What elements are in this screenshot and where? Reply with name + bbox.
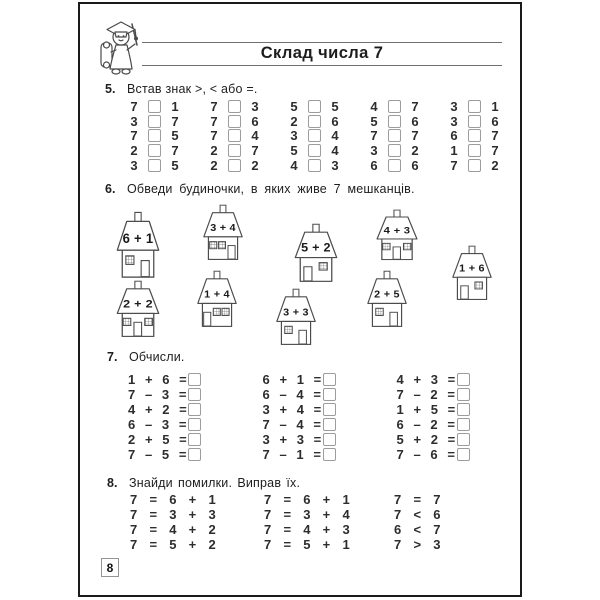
comparison-grid [127, 99, 527, 173]
equation-text: 6 < 7 [394, 522, 441, 537]
left-operand: 1 [450, 143, 458, 159]
house-icon [271, 288, 321, 346]
house-expression: 5 + 2 [301, 240, 331, 255]
answer-box[interactable] [388, 115, 401, 128]
calc-problem [128, 402, 201, 417]
equation-row [130, 492, 216, 507]
right-operand: 5 [171, 128, 179, 144]
house-expression: 2 + 5 [374, 288, 400, 301]
calc-problem [263, 447, 336, 462]
house-2[interactable] [198, 204, 248, 261]
calc-expression: 7 – 3 = [128, 387, 187, 402]
equation-text: 7 = 6 + 1 [264, 492, 351, 507]
left-operand: 6 [450, 128, 458, 144]
right-operand: 2 [491, 157, 499, 173]
task-5-prompt: Встав знак >, < або =. [127, 82, 258, 96]
house-expression: 4 + 3 [383, 226, 411, 237]
calc-problem [263, 387, 336, 402]
house-window [383, 243, 390, 250]
house-door [390, 312, 398, 326]
answer-box[interactable] [228, 129, 241, 142]
calc-problem [397, 432, 470, 447]
equation-row [394, 522, 441, 537]
house-icon [371, 209, 423, 261]
task-6-header [105, 182, 415, 196]
answer-box[interactable] [468, 159, 481, 172]
comparison-problem [207, 129, 287, 144]
right-operand: 5 [171, 157, 179, 173]
right-operand: 7 [171, 113, 179, 129]
answer-box[interactable] [188, 403, 201, 416]
house-window [404, 243, 411, 250]
calc-column [128, 372, 201, 462]
comparison-problem [367, 99, 447, 114]
left-operand: 3 [290, 128, 298, 144]
left-operand: 5 [290, 143, 298, 159]
calc-problem [128, 432, 201, 447]
task-6-prompt: Обведи будиночки, в яких живе 7 мешканців. [127, 182, 415, 196]
answer-box[interactable] [148, 115, 161, 128]
right-operand: 2 [251, 157, 259, 173]
right-operand: 3 [331, 157, 339, 173]
house-icon [198, 204, 248, 261]
house-icon [447, 245, 497, 301]
left-operand: 6 [370, 157, 378, 173]
house-window [475, 282, 483, 289]
task-7-number: 7. [107, 350, 118, 364]
comparison-problem [447, 114, 527, 129]
house-icon [111, 280, 165, 338]
house-expression: 2 + 2 [123, 297, 153, 311]
answer-box[interactable] [148, 129, 161, 142]
answer-box[interactable] [148, 144, 161, 157]
calc-expression: 7 – 2 = [396, 387, 456, 402]
equation-text: 7 > 3 [394, 537, 441, 552]
calc-problem [128, 387, 201, 402]
equation-row [394, 507, 441, 522]
house-window [126, 256, 134, 265]
equation-text: 7 < 6 [394, 507, 441, 522]
answer-box[interactable] [388, 144, 401, 157]
left-operand: 3 [450, 113, 458, 129]
house-icon [111, 211, 165, 279]
right-operand: 2 [411, 143, 419, 159]
house-door [304, 267, 312, 281]
calc-column [397, 372, 470, 462]
answer-box[interactable] [228, 159, 241, 172]
calc-expression: 7 – 4 = [262, 417, 322, 432]
calc-problem [263, 402, 336, 417]
answer-box[interactable] [457, 373, 470, 386]
right-operand: 7 [411, 98, 419, 114]
calc-expression: 2 + 5 = [128, 432, 188, 447]
comparison-problem [127, 114, 207, 129]
left-operand: 2 [210, 157, 218, 173]
answer-box[interactable] [188, 433, 201, 446]
answer-box[interactable] [468, 115, 481, 128]
left-operand: 5 [370, 113, 378, 129]
answer-box[interactable] [468, 144, 481, 157]
task-5-number: 5. [105, 82, 116, 96]
house-door [141, 261, 149, 277]
answer-box[interactable] [188, 388, 201, 401]
left-operand: 4 [370, 98, 378, 114]
house-expression: 3 + 3 [283, 306, 309, 319]
comparison-problem [367, 158, 447, 173]
calc-expression: 3 + 3 = [262, 432, 322, 447]
house-9[interactable] [362, 270, 412, 328]
task-6-number: 6. [105, 182, 116, 196]
left-operand: 7 [210, 113, 218, 129]
answer-box[interactable] [388, 100, 401, 113]
left-operand: 7 [370, 128, 378, 144]
calc-expression: 4 + 3 = [396, 372, 456, 387]
house-3[interactable] [289, 223, 343, 283]
equation-text: 7 = 5 + 1 [264, 537, 351, 552]
comparison-problem [287, 114, 367, 129]
house-door [134, 322, 142, 336]
comparison-problem [207, 143, 287, 158]
calc-expression: 6 – 4 = [262, 387, 322, 402]
graduate-mascot-icon [98, 15, 150, 79]
answer-box[interactable] [468, 129, 481, 142]
equation-column [394, 492, 441, 552]
calc-expression: 5 + 2 = [396, 432, 456, 447]
house-expression: 1 + 6 [459, 263, 485, 275]
comparison-problem [207, 114, 287, 129]
house-expression: 3 + 4 [210, 222, 236, 234]
equation-row [264, 507, 350, 522]
answer-box[interactable] [148, 100, 161, 113]
right-operand: 7 [491, 128, 499, 144]
calc-expression: 7 – 5 = [128, 447, 187, 462]
calc-expression: 3 + 4 = [262, 402, 322, 417]
equation-text: 7 = 3 + 4 [264, 507, 351, 522]
calc-expression: 6 – 3 = [128, 417, 187, 432]
right-operand: 7 [251, 143, 259, 159]
answer-box[interactable] [457, 448, 470, 461]
comparison-problem [367, 143, 447, 158]
left-operand: 3 [130, 113, 138, 129]
right-operand: 6 [251, 113, 259, 129]
right-operand: 5 [331, 98, 339, 114]
calc-expression: 6 + 1 = [262, 372, 322, 387]
right-operand: 4 [251, 128, 259, 144]
calc-problem [263, 372, 336, 387]
left-operand: 3 [450, 98, 458, 114]
task-8-prompt: Знайди помилки. Виправ їх. [129, 476, 301, 490]
calc-problem [397, 447, 470, 462]
task-7-prompt: Обчисли. [129, 350, 185, 364]
house-window [285, 326, 293, 333]
answer-box[interactable] [323, 388, 336, 401]
house-5[interactable] [447, 245, 497, 301]
calc-problem [397, 417, 470, 432]
equation-row [130, 522, 216, 537]
house-expression: 1 + 4 [204, 288, 230, 301]
answer-box[interactable] [388, 129, 401, 142]
calc-expression: 6 – 2 = [396, 417, 456, 432]
calc-expression: 4 + 2 = [128, 402, 188, 417]
comparison-problem [447, 99, 527, 114]
left-operand: 7 [450, 157, 458, 173]
equation-text: 7 = 5 + 2 [130, 537, 217, 552]
right-operand: 7 [171, 143, 179, 159]
left-operand: 2 [290, 113, 298, 129]
left-operand: 2 [210, 143, 218, 159]
equation-text: 7 = 4 + 2 [130, 522, 217, 537]
house-1[interactable] [111, 211, 165, 279]
equation-row [130, 507, 216, 522]
equation-row [264, 522, 350, 537]
house-4[interactable] [371, 209, 423, 261]
answer-box[interactable] [308, 115, 321, 128]
calc-problem [397, 372, 470, 387]
right-operand: 3 [251, 98, 259, 114]
answer-box[interactable] [323, 433, 336, 446]
answer-box[interactable] [148, 159, 161, 172]
house-door [299, 330, 307, 344]
comparison-problem [127, 129, 207, 144]
answer-box[interactable] [457, 433, 470, 446]
house-door [461, 286, 469, 299]
equation-column [130, 492, 216, 552]
house-door [204, 312, 211, 326]
comparison-problem [127, 158, 207, 173]
house-expression: 6 + 1 [122, 230, 154, 247]
house-icon [289, 223, 343, 283]
answer-box[interactable] [308, 100, 321, 113]
calc-problem [263, 432, 336, 447]
comparison-problem [127, 143, 207, 158]
right-operand: 6 [491, 113, 499, 129]
house-6[interactable] [111, 280, 165, 338]
comparison-problem [207, 99, 287, 114]
house-window [210, 242, 217, 249]
left-operand: 7 [130, 98, 138, 114]
left-operand: 3 [370, 143, 378, 159]
task-5-header [105, 82, 258, 96]
left-operand: 4 [290, 157, 298, 173]
house-window [218, 242, 225, 249]
left-operand: 7 [130, 128, 138, 144]
house-door [393, 247, 400, 259]
calc-expression: 1 + 5 = [396, 402, 456, 417]
task-8-number: 8. [107, 476, 118, 490]
answer-box[interactable] [188, 373, 201, 386]
answer-box[interactable] [228, 144, 241, 157]
house-icon [192, 270, 242, 328]
answer-box[interactable] [228, 115, 241, 128]
answer-box[interactable] [468, 100, 481, 113]
comparison-problem [447, 158, 527, 173]
house-window [213, 308, 220, 315]
equation-text: 7 = 6 + 1 [130, 492, 217, 507]
house-7[interactable] [192, 270, 242, 328]
right-operand: 1 [491, 98, 499, 114]
page-number: 8 [106, 560, 114, 575]
left-operand: 2 [130, 143, 138, 159]
answer-box[interactable] [457, 403, 470, 416]
house-icon [362, 270, 412, 328]
house-door [228, 246, 235, 259]
right-operand: 1 [171, 98, 179, 114]
answer-box[interactable] [308, 159, 321, 172]
calc-problem [397, 387, 470, 402]
comparison-problem [287, 158, 367, 173]
answer-box[interactable] [188, 418, 201, 431]
comparison-problem [207, 158, 287, 173]
equation-row [264, 537, 350, 552]
task-8-header [107, 476, 300, 490]
right-operand: 4 [331, 128, 339, 144]
calc-problem [128, 372, 201, 387]
comparison-problem [367, 129, 447, 144]
comparison-problem [287, 143, 367, 158]
calc-problem [397, 402, 470, 417]
calc-problem [128, 447, 201, 462]
equation-text: 7 = 4 + 3 [264, 522, 351, 537]
left-operand: 3 [130, 157, 138, 173]
left-operand: 7 [210, 98, 218, 114]
house-window [376, 308, 384, 315]
task-7-header [107, 350, 185, 364]
answer-box[interactable] [323, 448, 336, 461]
answer-box[interactable] [323, 403, 336, 416]
right-operand: 7 [491, 143, 499, 159]
right-operand: 7 [411, 128, 419, 144]
calc-expression: 7 – 1 = [262, 447, 322, 462]
right-operand: 6 [331, 113, 339, 129]
house-window [123, 318, 131, 325]
equation-text: 7 = 7 [394, 492, 441, 507]
title-rule-bottom [142, 65, 502, 66]
equation-row [130, 537, 216, 552]
house-window [145, 318, 153, 325]
equation-row [394, 537, 441, 552]
house-window [222, 308, 229, 315]
comparison-problem [447, 143, 527, 158]
comparison-problem [447, 129, 527, 144]
page-title: Склад числа 7 [260, 44, 384, 62]
comparison-problem [287, 129, 367, 144]
answer-box[interactable] [308, 129, 321, 142]
answer-box[interactable] [228, 100, 241, 113]
right-operand: 6 [411, 113, 419, 129]
answer-box[interactable] [457, 388, 470, 401]
house-window [319, 263, 327, 271]
right-operand: 4 [331, 143, 339, 159]
left-operand: 5 [290, 98, 298, 114]
equation-row [394, 492, 441, 507]
calc-column [263, 372, 336, 462]
right-operand: 6 [411, 157, 419, 173]
calc-problem [263, 417, 336, 432]
equation-column [264, 492, 350, 552]
answer-box[interactable] [388, 159, 401, 172]
house-8[interactable] [271, 288, 321, 346]
answer-box[interactable] [323, 373, 336, 386]
comparison-problem [127, 99, 207, 114]
page-number-badge [101, 558, 119, 577]
equation-row [264, 492, 350, 507]
answer-box[interactable] [457, 418, 470, 431]
left-operand: 7 [210, 128, 218, 144]
answer-box[interactable] [323, 418, 336, 431]
worksheet-page [78, 2, 522, 597]
calc-expression: 1 + 6 = [128, 372, 188, 387]
answer-box[interactable] [308, 144, 321, 157]
equation-text: 7 = 3 + 3 [130, 507, 217, 522]
comparison-problem [367, 114, 447, 129]
calc-problem [128, 417, 201, 432]
comparison-problem [287, 99, 367, 114]
calc-expression: 7 – 6 = [396, 447, 456, 462]
answer-box[interactable] [188, 448, 201, 461]
